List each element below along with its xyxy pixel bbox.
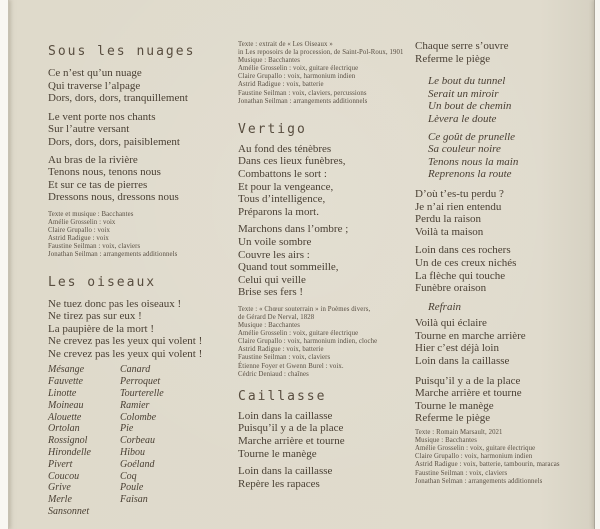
stanza — [48, 154, 236, 204]
bird-name: Goéland — [120, 458, 155, 470]
credit-line: Claire Grupallo : voix, harmonium indien — [415, 453, 533, 461]
stanza — [238, 143, 414, 219]
lyric-line: Tous d’intelligence, — [238, 193, 326, 206]
lyric-line: Loin dans la caillasse — [415, 355, 510, 368]
stanza — [48, 67, 236, 105]
bird-name: Merle — [48, 494, 72, 506]
lyric-line: Tourne le manège — [415, 399, 494, 412]
lyric-line: Tenons nous la main — [428, 155, 519, 168]
lyric-line: Brise ses fers ! — [238, 286, 304, 299]
bird-name: Poule — [120, 482, 144, 494]
credit-line: Astrid Radigue : voix, batterie — [238, 346, 324, 354]
credit-line: Faustine Seilman : voix, claviers — [238, 354, 331, 362]
lyric-line: Perdu la raison — [415, 213, 481, 226]
lyric-line: Chaque serre s’ouvre — [415, 40, 509, 52]
credit-line: Astrid Radigue : voix — [48, 235, 109, 243]
credit-line: Texte et musique : Bacchantes — [48, 210, 134, 218]
credit-line: Astrid Radigue : voix, batterie, tambourin, maracas — [415, 461, 560, 469]
credit-line: Musique : Bacchantes — [415, 437, 478, 445]
credit-line: Amélie Grosselin : voix, guitare électrique — [238, 65, 359, 73]
credit-line: Texte : « Chœur souterrain » in Poèmes divers, — [238, 305, 371, 313]
lyric-line: Je n’ai rien entendu — [415, 200, 502, 213]
stanza-italic — [428, 131, 587, 181]
stanza — [415, 375, 587, 425]
lyric-line: Au bras de la rivière — [48, 153, 138, 166]
bird-name: Rossignol — [48, 435, 88, 447]
lyric-line: Marche arrière et tourne — [415, 387, 522, 400]
bird-name: Perroquet — [120, 376, 161, 388]
lyric-line: Qui traverse l’alpage — [48, 79, 141, 92]
scan-left-margin — [0, 0, 9, 529]
credit-line: Texte : extrait de « Les Oiseaux » — [238, 41, 333, 48]
lyric-line: Ne crevez pas les yeux qui volent ! — [48, 347, 203, 360]
credit-line: de Gérard De Nerval, 1828 — [238, 313, 315, 321]
stanza — [415, 317, 587, 367]
credit-line: Faustine Seilman : voix, claviers, percussions — [238, 89, 367, 97]
bird-name: Pivert — [48, 458, 73, 470]
bird-name: Hirondelle — [48, 447, 91, 459]
bird-name: Coucou — [48, 470, 80, 482]
lyric-line: Loin dans la caillasse — [238, 409, 333, 422]
lyric-line: Dressons nous, dressons nous — [48, 191, 179, 204]
lyric-line: Ne tuez donc pas les oiseaux ! — [48, 297, 182, 310]
lyric-line: Referme le piège — [415, 412, 491, 425]
lyric-line: La paupière de la mort ! — [48, 322, 154, 335]
lyric-line: Celui qui veille — [238, 273, 306, 286]
lyric-line: Et pour la vengeance, — [238, 180, 334, 193]
stanza-italic — [428, 75, 587, 125]
bird-list — [48, 364, 236, 517]
bird-name: Ramier — [120, 399, 150, 411]
credits-caillasse — [415, 429, 587, 486]
lyric-line: La flèche qui touche — [415, 269, 506, 282]
credits-les-oiseaux — [238, 41, 414, 106]
lyric-line: Dans ces lieux funèbres, — [238, 155, 346, 168]
stanza — [415, 40, 587, 65]
lyric-line: Dors, dors, dors, tranquillement — [48, 92, 188, 105]
credit-line: Claire Grupallo : voix, harmonium indien, cloche — [238, 338, 378, 346]
bird-name: Sansonnet — [48, 506, 90, 518]
bird-name: Hibou — [120, 447, 145, 459]
refrain-label: Refrain — [428, 300, 461, 313]
lyric-line: Marchons dans l’ombre ; — [238, 223, 349, 236]
lyric-line: Serait un miroir — [428, 87, 499, 100]
lyric-line: Un de ces creux nichés — [415, 256, 517, 269]
bird-name: Moineau — [48, 399, 84, 411]
bird-name: Corbeau — [120, 435, 155, 447]
stanza — [238, 465, 414, 490]
stanza — [238, 223, 414, 299]
lyric-line: Le vent porte nos chants — [48, 110, 156, 123]
credit-line: Faustine Seilman : voix, claviers — [415, 469, 508, 477]
bird-name: Tourterelle — [120, 388, 164, 400]
bird-name: Pie — [120, 423, 134, 435]
lyric-line: D’où t’es-tu perdu ? — [415, 187, 504, 200]
lyric-line: Ce goût de prunelle — [428, 130, 516, 143]
scan-right-margin — [594, 0, 600, 529]
bird-name: Alouette — [48, 411, 82, 423]
credit-line: Faustine Seilman : voix, claviers — [48, 243, 141, 251]
lyric-line: Funèbre oraison — [415, 282, 487, 295]
credit-line: Claire Grupallo : voix, harmonium indien — [238, 73, 356, 81]
bird-name: Coq — [120, 470, 137, 482]
lyric-line: Voilà qui éclaire — [415, 317, 487, 330]
lyric-line: Préparons la mort. — [238, 205, 319, 218]
bird-list-column-2 — [120, 364, 164, 517]
stanza — [415, 188, 587, 238]
column-right — [415, 0, 587, 486]
lyric-line: Referme le piège — [415, 52, 491, 65]
lyric-line: Dors, dors, dors, paisiblement — [48, 135, 180, 148]
lyric-line: Marche arrière et tourne — [238, 434, 345, 447]
lyric-line: Ce n’est qu’un nuage — [48, 67, 142, 79]
song-title-sous-les-nuages: Sous les nuages — [48, 44, 196, 59]
credit-line: Musique : Bacchantes — [238, 57, 301, 65]
column-left — [48, 0, 236, 518]
credit-line: Cédric Deniaud : chaînes — [238, 370, 309, 378]
lyric-line: Combattons le sort : — [238, 167, 327, 180]
bird-name: Colombe — [120, 411, 157, 423]
lyric-line: Reprenons la route — [428, 168, 512, 181]
lyric-line: Ne tirez pas sur eux ! — [48, 310, 142, 323]
lyric-line: Voilà ta maison — [415, 225, 484, 238]
bird-name: Grive — [48, 482, 71, 494]
bird-name: Mésange — [48, 364, 85, 376]
stanza — [48, 111, 236, 149]
stanza — [48, 298, 236, 361]
lyric-line: Au fond des ténèbres — [238, 142, 332, 155]
credit-line: Jonathan Selman : arrangements additionnels — [415, 477, 543, 485]
bird-name: Ortolan — [48, 423, 80, 435]
stanza — [415, 244, 587, 294]
lyric-line: Un voile sombre — [238, 235, 312, 248]
lyric-line: Couvre les airs : — [238, 248, 310, 261]
bird-name: Fauvette — [48, 376, 83, 388]
credit-line: Amélie Grosselin : voix, guitare électrique — [238, 330, 359, 338]
lyric-line: Puisqu’il y a de la place — [238, 422, 344, 435]
credit-line: Amélie Grosselin : voix, guitare électrique — [415, 445, 536, 453]
lyric-line: Un bout de chemin — [428, 100, 512, 113]
bird-name: Faisan — [120, 494, 148, 506]
lyric-line: Tenons nous, tenons nous — [48, 166, 161, 179]
lyric-line: Tourne le manège — [238, 447, 317, 460]
credit-line: Texte : Romain Marsault, 2021 — [415, 429, 503, 437]
credit-line: Jonathan Seilman : arrangements additionnels — [238, 97, 368, 105]
credit-line: Musique : Bacchantes — [238, 322, 301, 330]
credits-vertigo — [238, 306, 414, 379]
credit-line: Jonathan Seilman : arrangements additionnels — [48, 251, 178, 259]
lyric-line: Puisqu’il y a de la place — [415, 374, 521, 387]
lyric-line: Loin dans la caillasse — [238, 465, 333, 478]
credit-line: Astrid Radigue : voix, batterie — [238, 81, 324, 89]
bird-list-column-1 — [48, 364, 120, 517]
lyric-line: Sa couleur noire — [428, 143, 501, 156]
lyric-line: Sur l’autre versant — [48, 123, 130, 136]
lyric-line: Loin dans ces rochers — [415, 244, 511, 257]
credit-line: Étienne Foyer et Gwenn Burel : voix. — [238, 362, 344, 370]
bird-name: Canard — [120, 364, 151, 376]
lyric-line: Quand tout sommeille, — [238, 261, 339, 274]
lyric-line: Lèvera le doute — [428, 112, 497, 125]
lyric-line: Tourne en marche arrière — [415, 329, 526, 342]
lyric-line: Ne crevez pas les yeux qui volent ! — [48, 335, 203, 348]
credit-line: Claire Grupallo : voix — [48, 227, 111, 235]
lyric-line: Et sur ce tas de pierres — [48, 178, 148, 191]
song-title-vertigo: Vertigo — [238, 121, 307, 137]
bird-name: Linotte — [48, 388, 77, 400]
song-title-caillasse: Caillasse — [238, 388, 327, 404]
lyric-line: Repère les rapaces — [238, 477, 320, 490]
lyric-line: Hier c’est déjà loin — [415, 342, 499, 355]
credits-sous-les-nuages — [48, 211, 236, 260]
credit-line: in Les reposoirs de la procession, de Saint-Pol-Roux, 1901 — [238, 49, 404, 57]
stanza — [238, 410, 414, 460]
song-title-les-oiseaux: Les oiseaux — [48, 274, 157, 290]
credit-line: Amélie Grosselin : voix — [48, 219, 116, 227]
lyric-line: Le bout du tunnel — [428, 75, 506, 88]
column-middle — [238, 0, 414, 490]
